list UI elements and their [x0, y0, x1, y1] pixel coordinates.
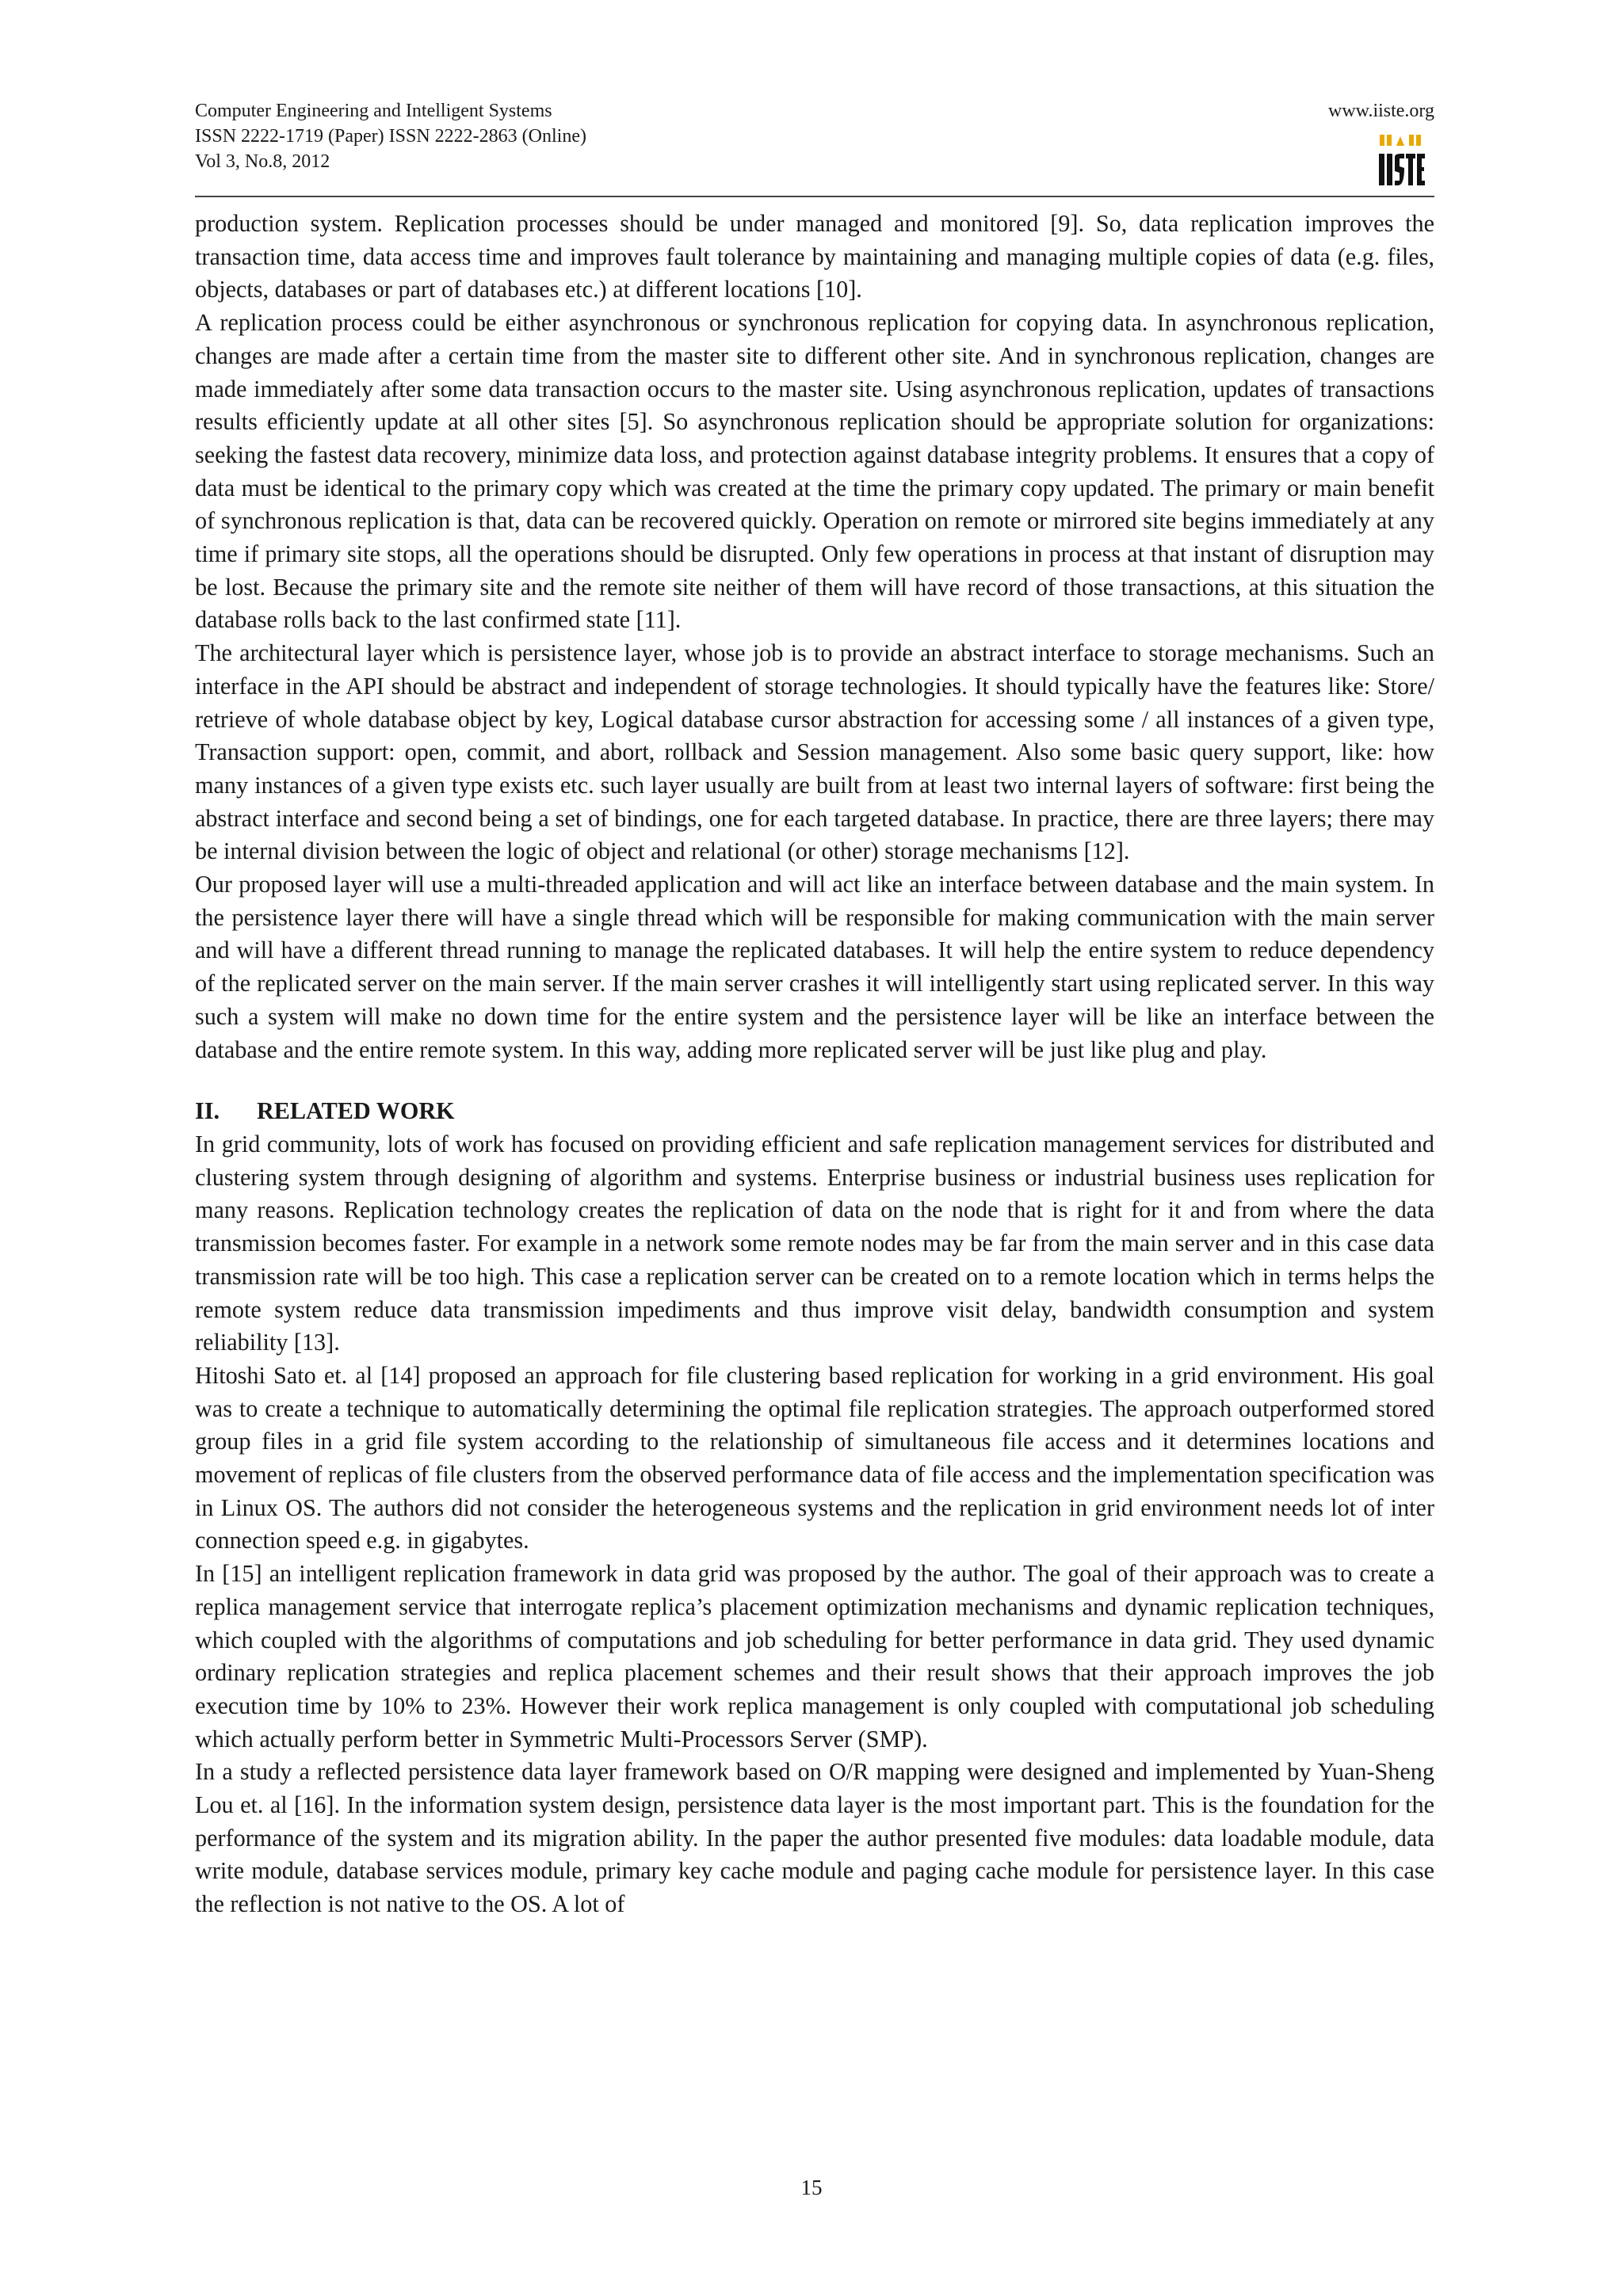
header-divider — [195, 196, 1434, 197]
paragraph: Hitoshi Sato et. al [14] proposed an approach for file clustering based replication for working in a grid environment. His goal was to create a technique to automatically determining the optimal file replication strategies. The approach outperformed stored group files in a grid file system according to the relationship of simultaneous file access and it determines locations and movement of replicas of file clusters from the observed performance data of file access and the implementation specification was in Linux OS. The authors did not consider the heterogeneous systems and the replication in grid environment needs lot of inter connection speed e.g. in gigabytes. — [195, 1361, 1434, 1554]
paragraph: Our proposed layer will use a multi-threaded application and will act like an interface between database and the main system. In the persistence layer there will have a single thread which will be responsible for making communication with the main server and will have a different thread running to manage the replicated databases. It will help the entire system to reduce dependency of the replicated server on the main server. If the main server crashes it will intelligently start using replicated server. In this way such a system will make no down time for the entire system and the persistence layer will be like an interface between the database and the entire remote system. In this way, adding more replicated server will be just like plug and play. — [195, 871, 1434, 1063]
journal-header — [195, 98, 586, 174]
paragraph: In grid community, lots of work has focused on providing efficient and safe replication management services for distributed and clustering system through designing of algorithm and systems. Enterprise business or industrial business uses replication for many reasons. Replication technology creates the replication of data on the node that is right for it and from where the data transmission becomes faster. For example in a network some remote nodes may be far from the main server and in this case data transmission rate will be too high. This case a replication server can be created on to a remote location which in terms helps the remote system reduce data transmission impediments and thus improve visit delay, bandwidth consumption and system reliability [13]. — [195, 1130, 1434, 1356]
paragraph: The architectural layer which is persistence layer, whose job is to provide an abstract interface to storage mechanisms. Such an interface in the API should be abstract and independent of storage technologies. It should typically have the features like: Store/ retrieve of whole database object by key, Logical database cursor abstraction for accessing some / all instances of a given type, Transaction support: open, commit, and abort, rollback and Session management. Also some basic query support, like: how many instances of a given type exists etc. such layer usually are built from at least two internal layers of software: first being the abstract interface and second being a set of bindings, one for each targeted database. In practice, there are three layers; there may be internal division between the logic of object and relational (or other) storage mechanisms [12]. — [195, 639, 1434, 865]
section-number: II. — [195, 1097, 220, 1125]
article-body — [195, 208, 1434, 1921]
journal-title: Computer Engineering and Intelligent Systems — [195, 101, 552, 121]
paragraph: In a study a reflected persistence data layer framework based on O/R mapping were designed and implemented by Yuan-Sheng Lou et. al [16]. In the information system design, persistence data layer is the most important part. This is the foundation for the performance of the system and its migration ability. In the paper the author presented five modules: data loadable module, data write module, database services module, primary key cache module and paging cache module for persistence layer. In this case the reflection is not native to the OS. A lot of — [195, 1758, 1434, 1918]
journal-issn: ISSN 2222-1719 (Paper) ISSN 2222-2863 (Online) — [195, 126, 586, 147]
journal-volume: Vol 3, No.8, 2012 — [195, 151, 330, 172]
journal-website: www.iiste.org — [1328, 101, 1434, 121]
paragraph: In [15] an intelligent replication framework in data grid was proposed by the author. The goal of their approach was to create a replica management service that interrogate replica’s placement optimization mechanisms and dynamic replication techniques, which coupled with the algorithms of computations and job scheduling for better performance in data grid. They used dynamic ordinary replication strategies and replica placement schemes and their result shows that their approach improves the job execution time by 10% to 23%. However their work replica management is only coupled with computational job scheduling which actually perform better in Symmetric Multi-Processors Server (SMP). — [195, 1560, 1434, 1753]
iiste-logo — [1377, 133, 1426, 189]
paragraph: production system. Replication processes should be under managed and monitored [9]. So, data replication improves the transaction time, data access time and improves fault tolerance by maintaining and managing multiple copies of data (e.g. files, objects, databases or part of databases etc.) at different locations [10]. — [195, 210, 1434, 303]
page-number: 15 — [800, 2176, 823, 2199]
section-heading — [195, 1095, 1434, 1128]
paragraph: A replication process could be either asynchronous or synchronous replication for copying data. In asynchronous replication, changes are made after a certain time from the master site to different other site. And in synchronous replication, changes are made immediately after some data transaction occurs to the master site. Using asynchronous replication, updates of transactions results efficiently update at all other sites [5]. So asynchronous replication should be appropriate solution for organizations: seeking the fastest data recovery, minimize data loss, and protection against database integrity problems. It ensures that a copy of data must be identical to the primary copy which was created at the time the primary copy updated. The primary or main benefit of synchronous replication is that, data can be recovered quickly. Operation on remote or mirrored site begins immediately at any time if primary site stops, all the operations should be disrupted. Only few operations in process at that instant of disruption may be lost. Because the primary site and the remote site neither of them will have record of those transactions, at this situation the database rolls back to the last confirmed state [11]. — [195, 309, 1434, 634]
section-title: RELATED WORK — [257, 1097, 455, 1125]
